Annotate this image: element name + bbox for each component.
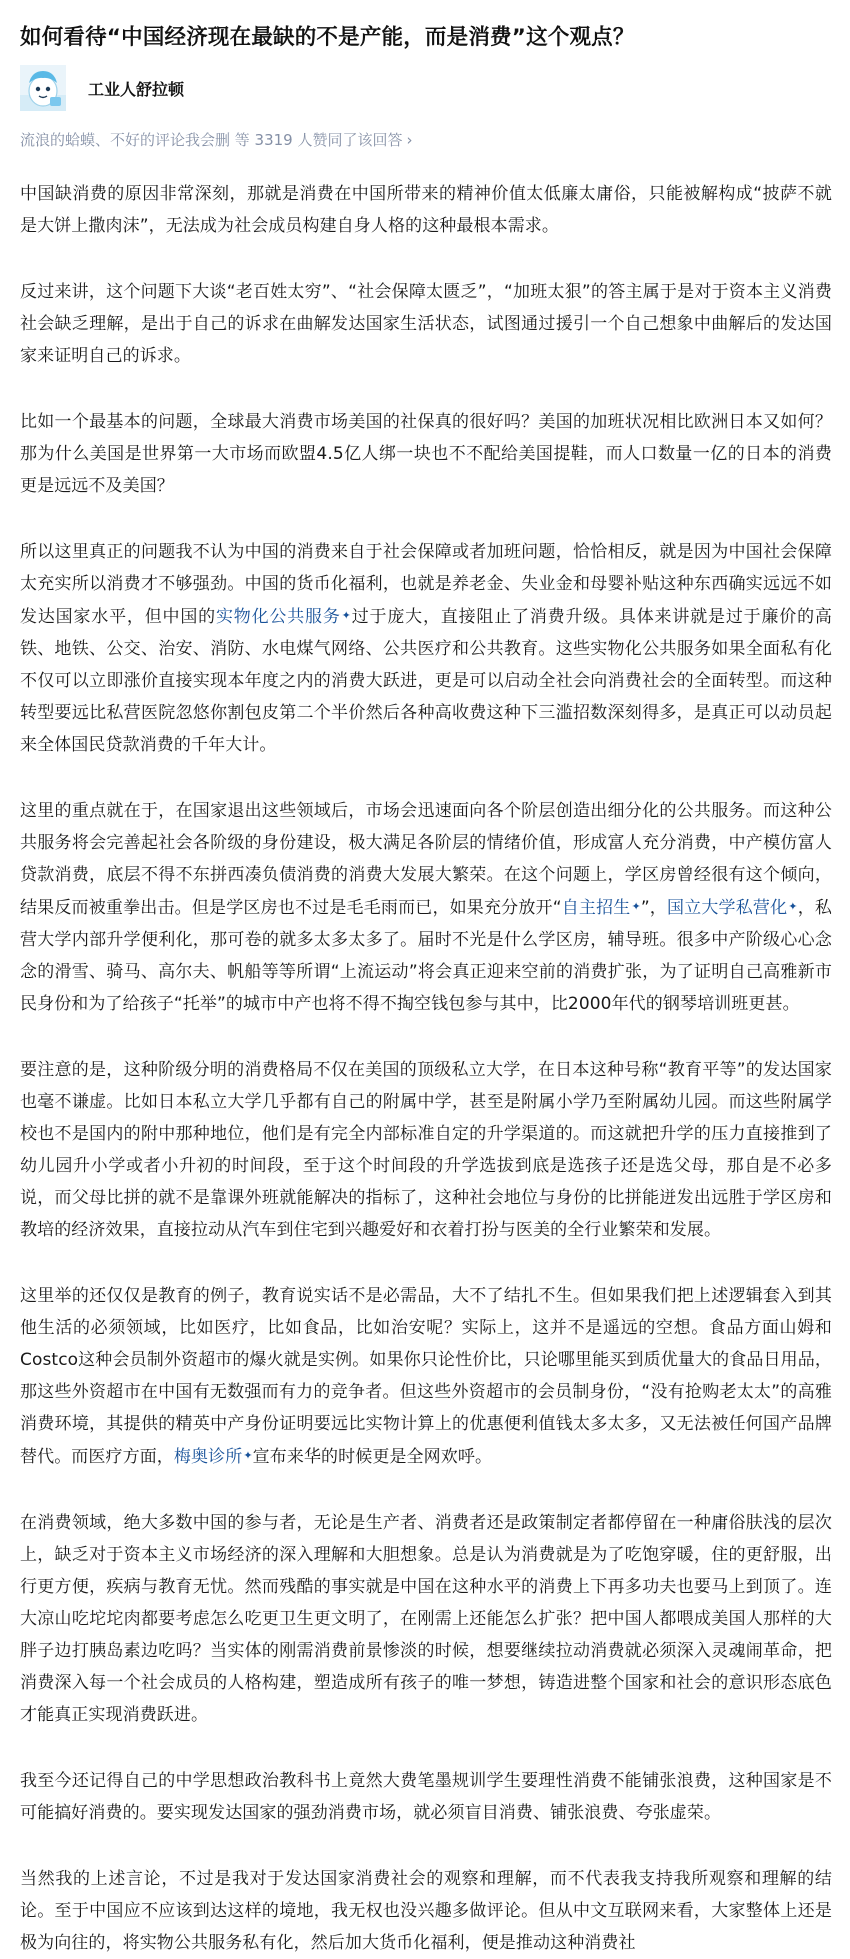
keyword-link[interactable] xyxy=(216,607,351,627)
answer-paragraph xyxy=(20,1280,832,1473)
paragraph-text: 这里的重点就在于，在国家退出这些领域后，市场会迅速面向各个阶层创造出细分化的公共服务。而这种公共服务将会完善起社会各阶级的身份建设，极大满足各阶层的情绪价值，形成富人充分消费，中产模仿富人贷款消费，底层不得不东拼西凑负债消费的消费大发展大繁荣。在这个问题上，学区房曾经很有这个倾向，结果反而被重拳出击。但是学区房也不过是毛毛雨而已，如果充分放开“ xyxy=(20,801,832,918)
answer-paragraph xyxy=(20,1863,832,1959)
paragraph-text: 中国缺消费的原因非常深刻，那就是消费在中国所带来的精神价值太低廉太庸俗，只能被解构成“披萨不就是大饼上撒肉沫”，无法成为社会成员构建自身人格的这种最根本需求。 xyxy=(20,184,832,236)
sparkle-icon: ✦ xyxy=(243,1449,253,1462)
sparkle-icon: ✦ xyxy=(631,900,641,913)
voters-text: 流浪的蛤蟆、不好的评论我会删 等 3319 人赞同了该回答 xyxy=(20,131,403,149)
paragraph-text: ”， xyxy=(640,898,667,918)
paragraph-text: 要注意的是，这种阶级分明的消费格局不仅在美国的顶级私立大学，在日本这种号称“教育平等”的发达国家也毫不谦虚。比如日本私立大学几乎都有自己的附属中学，甚至是附属小学乃至附属幼儿园。而这些附属学校也不是国内的附中那种地位，他们是有完全内部标准自定的升学渠道的。而这就把升学的压力直接推到了幼儿园升小学或者小升初的时间段，至于这个时间段的升学选拔到底是选孩子还是选父母，那自是不必多说，而父母比拼的就不是靠课外班就能解决的指标了，这种社会地位与身份的比拼能迸发出远胜于学区房和教培的经济效果，直接拉动从汽车到住宅到兴趣爱好和衣着打扮与医美的全行业繁荣和发展。 xyxy=(20,1060,832,1240)
paragraph-text: 这里举的还仅仅是教育的例子，教育说实话不是必需品，大不了结扎不生。但如果我们把上述逻辑套入到其他生活的必须领域，比如医疗，比如食品，比如治安呢？实际上，这并不是遥远的空想。食品方面山姆和Costco这种会员制外资超市的爆火就是实例。如果你只论性价比，只论哪里能买到质优量大的食品日用品，那这些外资超市在中国有无数强而有力的竞争者。但这些外资超市的会员制身份，“没有抢购老太太”的高雅消费环境，其提供的精英中产身份证明要远比实物计算上的优惠便利值钱太多太多，又无法被任何国产品牌替代。而医疗方面， xyxy=(20,1286,832,1467)
answer-body xyxy=(20,178,832,1959)
paragraph-text: 所以这里真正的问题我不认为中国的消费来自于社会保障或者加班问题，恰恰相反，就是因为中国社会保障太充实所以消费才不够强劲。中国的货币化福利，也就是养老金、失业金和母婴补贴这种东西确实远远不如发达国家水平，但中国的 xyxy=(20,542,832,627)
keyword-link[interactable] xyxy=(667,898,798,918)
keyword-link-text: 实物化公共服务 xyxy=(215,607,341,627)
sparkle-icon: ✦ xyxy=(341,609,351,622)
answer-paragraph xyxy=(20,536,832,761)
answer-paragraph xyxy=(20,406,832,502)
paragraph-text: 宣布来华的时候更是全网欢呼。 xyxy=(252,1447,493,1467)
answer-paragraph xyxy=(20,1054,832,1246)
keyword-link[interactable] xyxy=(174,1447,253,1467)
paragraph-text: 我至今还记得自己的中学思想政治教科书上竟然大费笔墨规训学生要理性消费不能铺张浪费，这种国家是不可能搞好消费的。要实现发达国家的强劲消费市场，就必须盲目消费、铺张浪费、夸张虚荣。 xyxy=(20,1771,832,1823)
keyword-link-text: 梅奥诊所 xyxy=(173,1447,243,1467)
avatar[interactable] xyxy=(20,65,66,111)
keyword-link-text: 自主招生 xyxy=(561,898,631,918)
paragraph-text: 比如一个最基本的问题，全球最大消费市场美国的社保真的很好吗？美国的加班状况相比欧洲日本又如何？那为什么美国是世界第一大市场而欧盟4.5亿人绑一块也不不配给美国提鞋，而人口数量一亿的日本的消费更是远远不及美国？ xyxy=(20,412,832,496)
cartoon-avatar-icon xyxy=(20,65,66,111)
chevron-right-icon: › xyxy=(406,131,413,149)
answer-paragraph xyxy=(20,178,832,242)
answer-paragraph xyxy=(20,795,832,1020)
paragraph-text: 当然我的上述言论，不过是我对于发达国家消费社会的观察和理解，而不代表我支持我所观察和理解的结论。至于中国应不应该到达这样的境地，我无权也没兴趣多做评论。但从中文互联网来看，大家整体上还是极为向往的，将实物公共服务私有化，然后加大货币化福利，便是推动这种消费社 xyxy=(20,1869,832,1953)
voters-summary[interactable] xyxy=(20,129,412,151)
answer-paragraph xyxy=(20,1507,832,1731)
author-name[interactable]: 工业人舒拉顿 xyxy=(88,79,185,99)
answer-paragraph xyxy=(20,1765,832,1829)
keyword-link-text: 国立大学私营化 xyxy=(667,898,788,918)
paragraph-text: 反过来讲，这个问题下大谈“老百姓太穷”、“社会保障太匮乏”，“加班太狠”的答主属于是对于资本主义消费社会缺乏理解，是出于自己的诉求在曲解发达国家生活状态，试图通过援引一个自己想象中曲解后的发达国家来证明自己的诉求。 xyxy=(20,282,832,366)
paragraph-text: ，私营大学内部升学便利化，那可卷的就多太多太多了。届时不光是什么学区房，辅导班。很多中产阶级心心念念的滑雪、骑马、高尔夫、帆船等等所谓“上流运动”将会真正迎来空前的消费扩张，为了证明自己高雅新市民身份和为了给孩子“托举”的城市中产也将不得不掏空钱包参与其中，比2000年代的钢琴培训班更甚。 xyxy=(20,898,832,1014)
sparkle-icon: ✦ xyxy=(788,900,798,913)
paragraph-text: 在消费领域，绝大多数中国的参与者，无论是生产者、消费者还是政策制定者都停留在一种庸俗肤浅的层次上，缺乏对于资本主义市场经济的深入理解和大胆想象。总是认为消费就是为了吃饱穿暖，住的更舒服，出行更方便，疾病与教育无忧。然而残酷的事实就是中国在这种水平的消费上下再多功夫也要马上到顶了。连大凉山吃坨坨肉都要考虑怎么吃更卫生更文明了，在刚需上还能怎么扩张？把中国人都喂成美国人那样的大胖子边打胰岛素边吃吗？当实体的刚需消费前景惨淡的时候，想要继续拉动消费就必须深入灵魂闹革命，把消费深入每一个社会成员的人格构建，塑造成所有孩子的唯一梦想，铸造进整个国家和社会的意识形态底色才能真正实现消费跃进。 xyxy=(20,1513,832,1725)
paragraph-text: 过于庞大，直接阻止了消费升级。具体来讲就是过于廉价的高铁、地铁、公交、治安、消防、水电煤气网络、公共医疗和公共教育。这些实物化公共服务如果全面私有化不仅可以立即涨价直接实现本年度之内的消费大跃进，更是可以启动全社会向消费社会的全面转型。而这种转型要远比私营医院忽悠你割包皮第二个半价然后各种高收费这种下三滥招数深刻得多，是真正可以动员起来全体国民贷款消费的千年大计。 xyxy=(20,607,832,755)
keyword-link[interactable] xyxy=(562,898,641,918)
author-info xyxy=(20,64,832,112)
question-title[interactable]: 如何看待“中国经济现在最缺的不是产能，而是消费”这个观点？ xyxy=(20,25,635,50)
answer-paragraph xyxy=(20,276,832,372)
